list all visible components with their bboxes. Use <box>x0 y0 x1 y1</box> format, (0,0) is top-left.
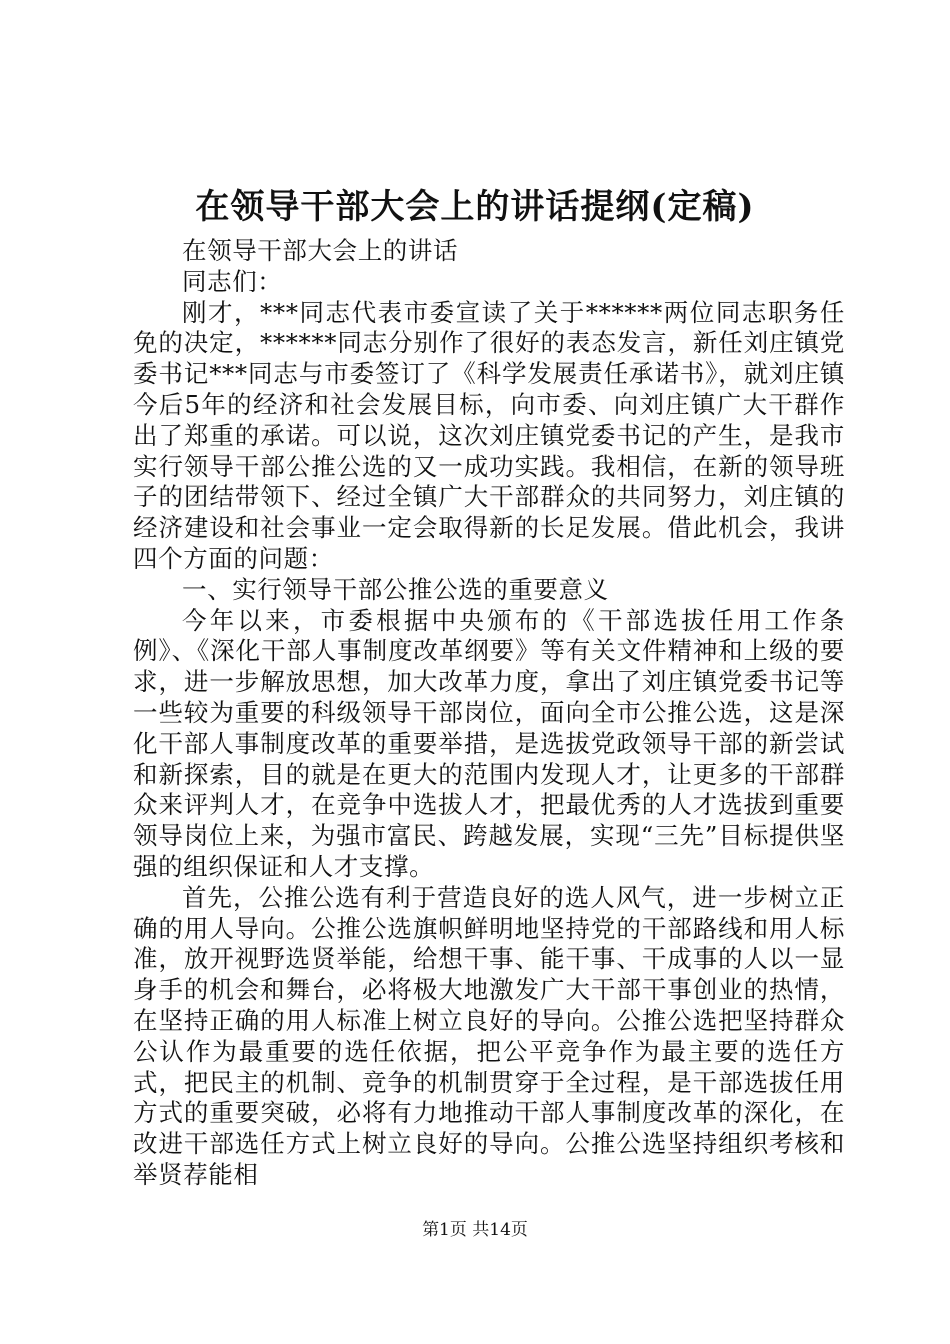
section-heading: 一、实行领导干部公推公选的重要意义 <box>182 574 609 604</box>
page-number-footer: 第1页 共14页 <box>422 1220 528 1240</box>
body-paragraph: 首先，公推公选有利于营造良好的选人风气，进一步树立正确的用人导向。公推公选旗帜鲜明地坚持党的干部路线和用人标准，放开视野选贤举能，给想干事、能干事、干成事的人以一显身手的机会和舞台，必将极大地激发广大干部干事创业的热情，在坚持正确的用人标准上树立良好的导向。公推公选把坚持群众公认作为最重要的选任依据，把公平竞争作为最主要的选任方式，把民主的机制、竞争的机制贯穿于全过程，是干部选拔任用方式的重要突破，必将有力地推动干部人事制度改革的深化，在改进干部选任方式上树立良好的导向。公推公选坚持组织考核和举贤荐能相 <box>133 882 845 1189</box>
body-paragraph: 刚才，***同志代表市委宣读了关于******两位同志职务任免的决定，******同志分别作了很好的表态发言，新任刘庄镇党委书记***同志与市委签订了《科学发展责任承诺书》，就刘庄镇今后5年的经济和社会发展目标，向市委、向刘庄镇广大干群作出了郑重的承诺。可以说，这次刘庄镇党委书记的产生，是我市实行领导干部公推公选的又一成功实践。我相信，在新的领导班子的团结带领下、经过全镇广大干部群众的共同努力，刘庄镇的经济建设和社会事业一定会取得新的长足发展。借此机会，我讲四个方面的问题： <box>133 297 845 573</box>
body-paragraph: 今年以来，市委根据中央颁布的《干部选拔任用工作条例》、《深化干部人事制度改革纲要》等有关文件精神和上级的要求，进一步解放思想，加大改革力度，拿出了刘庄镇党委书记等一些较为重要的科级领导干部岗位，面向全市公推公选，这是深化干部人事制度改革的重要举措，是选拔党政领导干部的新尝试和新探索，目的就是在更大的范围内发现人才，让更多的干部群众来评判人才，在竞争中选拔人才，把最优秀的人才选拔到重要领导岗位上来，为强市富民、跨越发展，实现“三先”目标提供坚强的组织保证和人才支撑。 <box>133 605 845 881</box>
salutation: 同志们： <box>182 266 283 296</box>
speech-heading: 在领导干部大会上的讲话 <box>182 236 459 265</box>
document-title: 在领导干部大会上的讲话提纲(定稿) <box>195 187 755 227</box>
document-body <box>133 236 845 1191</box>
